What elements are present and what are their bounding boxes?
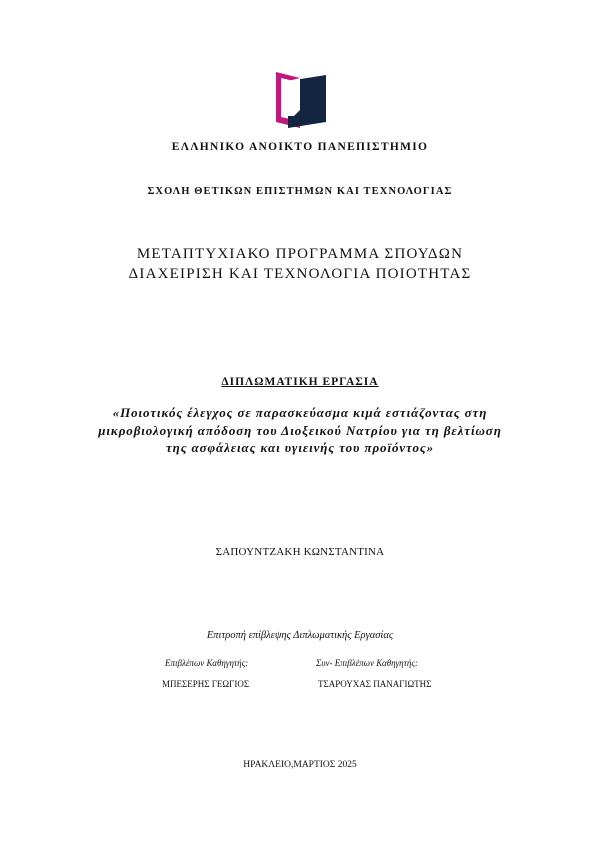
program-title (0, 244, 600, 284)
committee-heading: Επιτροπή επίβλεψης Διπλωματικής Εργασίας (206, 630, 394, 641)
cosupervisor-role: Συν- Επιβλέπων Καθηγητής: (316, 658, 418, 668)
program-line-1: ΜΕΤΑΠΤΥΧΙΑΚΟ ΠΡΟΓΡΑΜΜΑ ΣΠΟΥΔΩΝ (136, 246, 464, 262)
logo-fold (288, 78, 300, 116)
supervisor-role: Επιβλέπων Καθηγητής: (165, 658, 249, 668)
thesis-title-line-2: μικροβιολογική απόδοση του Διοξεικού Νατρίου για τη βελτίωση (98, 422, 502, 438)
thesis-title-line-3: της ασφάλειας και υγιεινής του προϊόντος» (165, 440, 435, 455)
cosupervisor-name: ΤΣΑΡΟΥΧΑΣ ΠΑΝΑΓΙΩΤΗΣ (318, 679, 432, 689)
thesis-label: ΔΙΠΛΩΜΑΤΙΚΗ ΕΡΓΑΣΙΑ (221, 376, 379, 388)
thesis-title-line-1: «Ποιοτικός έλεγχος σε παρασκεύασμα κιμά εστιάζοντας στη (112, 405, 488, 420)
university-book-logo-icon (276, 72, 326, 128)
author-name: ΣΑΠΟΥΝΤΖΑΚΗ ΚΩΝΣΤΑΝΤΙΝΑ (215, 546, 385, 558)
place-date: ΗΡΑΚΛΕΙΟ,ΜΑΡΤΙΟΣ 2025 (243, 760, 357, 770)
thesis-title (0, 404, 600, 457)
program-line-2: ΔΙΑΧΕΙΡΙΣΗ ΚΑΙ ΤΕΧΝΟΛΟΓΙΑ ΠΟΙΟΤΗΤΑΣ (128, 266, 472, 282)
school-name: ΣΧΟΛΗ ΘΕΤΙΚΩΝ ΕΠΙΣΤΗΜΩΝ ΚΑΙ ΤΕΧΝΟΛΟΓΙΑΣ (147, 186, 453, 197)
university-name: ΕΛΛΗΝΙΚΟ ΑΝΟΙΚΤΟ ΠΑΝΕΠΙΣΤΗΜΙΟ (171, 141, 429, 153)
supervisor-name: ΜΠΕΣΕΡΗΣ ΓΕΩΓΙΟΣ (162, 679, 250, 689)
